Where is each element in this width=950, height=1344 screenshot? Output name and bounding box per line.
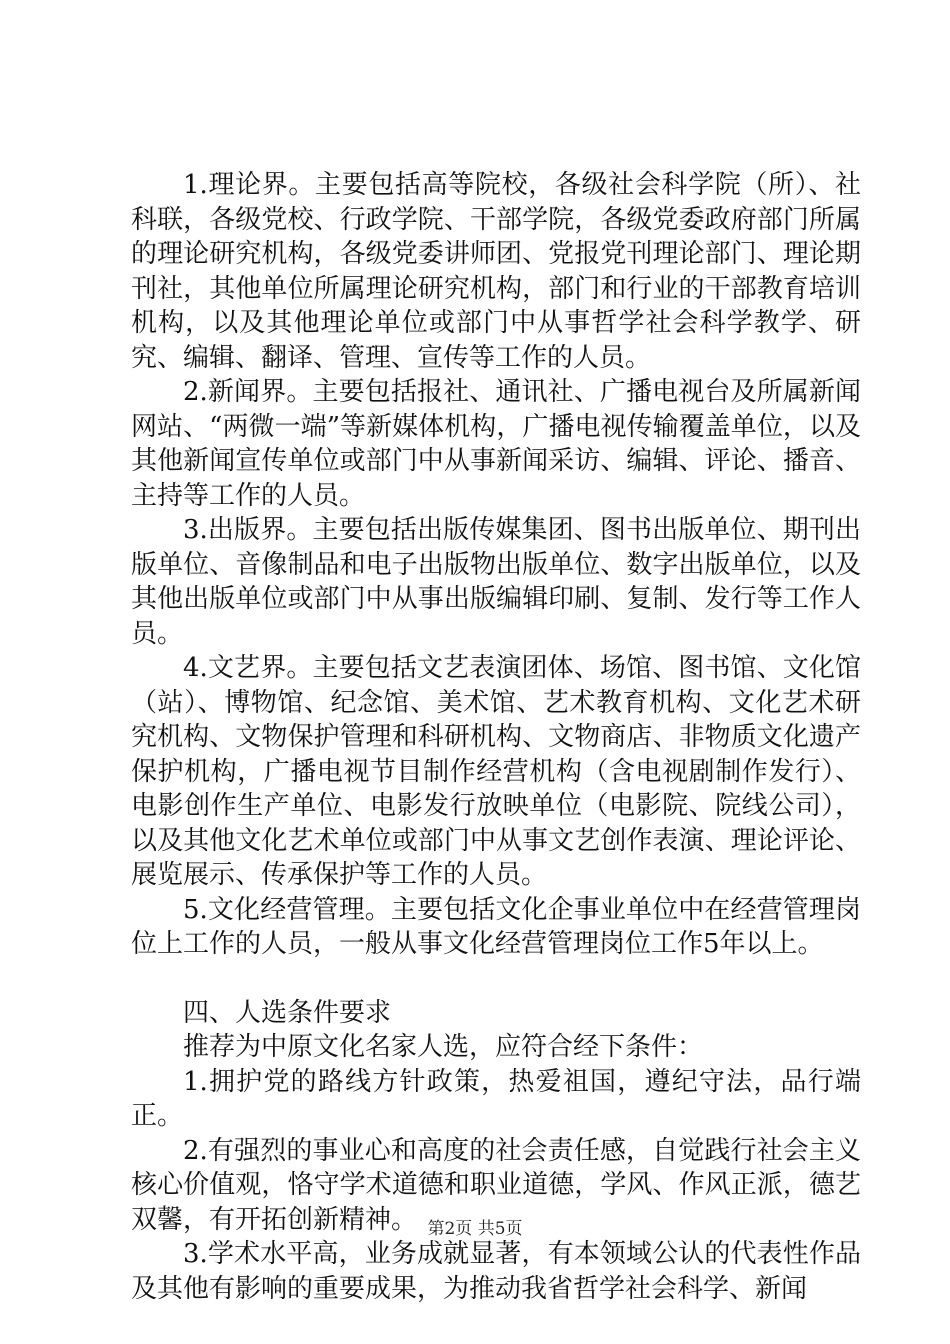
section-heading: 四、人选条件要求 — [183, 997, 392, 1028]
document-body — [131, 168, 861, 1306]
paragraph-condition-2: 2.有强烈的事业心和高度的社会责任感，自觉践行社会主义核心价值观，恪守学术道德和职业道德，学风、作风正派，德艺双馨，有开拓创新精神。 — [131, 1135, 861, 1235]
paragraph-condition-3: 3.学术水平高，业务成就显著，有本领域公认的代表性作品及其他有影响的重要成果，为推动我省哲学社会科学、新闻 — [131, 1239, 861, 1304]
paragraph-culture-management: 5.文化经营管理。主要包括文化企事业单位中在经营管理岗位上工作的人员，一般从事文化经营管理岗位工作5年以上。 — [131, 894, 861, 959]
paragraph-news: 2.新闻界。主要包括报社、通讯社、广播电视台及所属新闻网站、“两微一端”等新媒体机构，广播电视传输覆盖单位，以及其他新闻宣传单位或部门中从事新闻采访、编辑、评论、播音、主持等工作的人员。 — [131, 377, 861, 511]
paragraph-theory: 1.理论界。主要包括高等院校，各级社会科学院（所）、社科联，各级党校、行政学院、干部学院，各级党委政府部门所属的理论研究机构，各级党委讲师团、党报党刊理论部门、理论期刊社，其他单位所属理论研究机构，部门和行业的干部教育培训机构，以及其他理论单位或部门中从事哲学社会科学教学、研究、编辑、翻译、管理、宣传等工作的人员。 — [131, 170, 861, 373]
paragraph-intro: 推荐为中原文化名家人选，应符合经下条件： — [183, 1032, 704, 1062]
paragraph-publishing: 3.出版界。主要包括出版传媒集团、图书出版单位、期刊出版单位、音像制品和电子出版物出版单位、数字出版单位，以及其他出版单位或部门中从事出版编辑印刷、复制、发行等工作人员。 — [131, 515, 861, 649]
page-footer: 第2页 共5页 — [427, 1219, 523, 1239]
paragraph-arts: 4.文艺界。主要包括文艺表演团体、场馆、图书馆、文化馆（站）、博物馆、纪念馆、美术馆、艺术教育机构、文化艺术研究机构、文物保护管理和科研机构、文物商店、非物质文化遗产保护机构，广播电视节目制作经营机构（含电视剧制作发行）、电影创作生产单位、电影发行放映单位（电影院、院线公司），以及其他文化艺术单位或部门中从事文艺创作表演、理论评论、展览展示、传承保护等工作的人员。 — [131, 653, 861, 890]
paragraph-condition-1: 1.拥护党的路线方针政策，热爱祖国，遵纪守法，品行端正。 — [131, 1066, 861, 1131]
paragraph-gap — [131, 962, 861, 996]
